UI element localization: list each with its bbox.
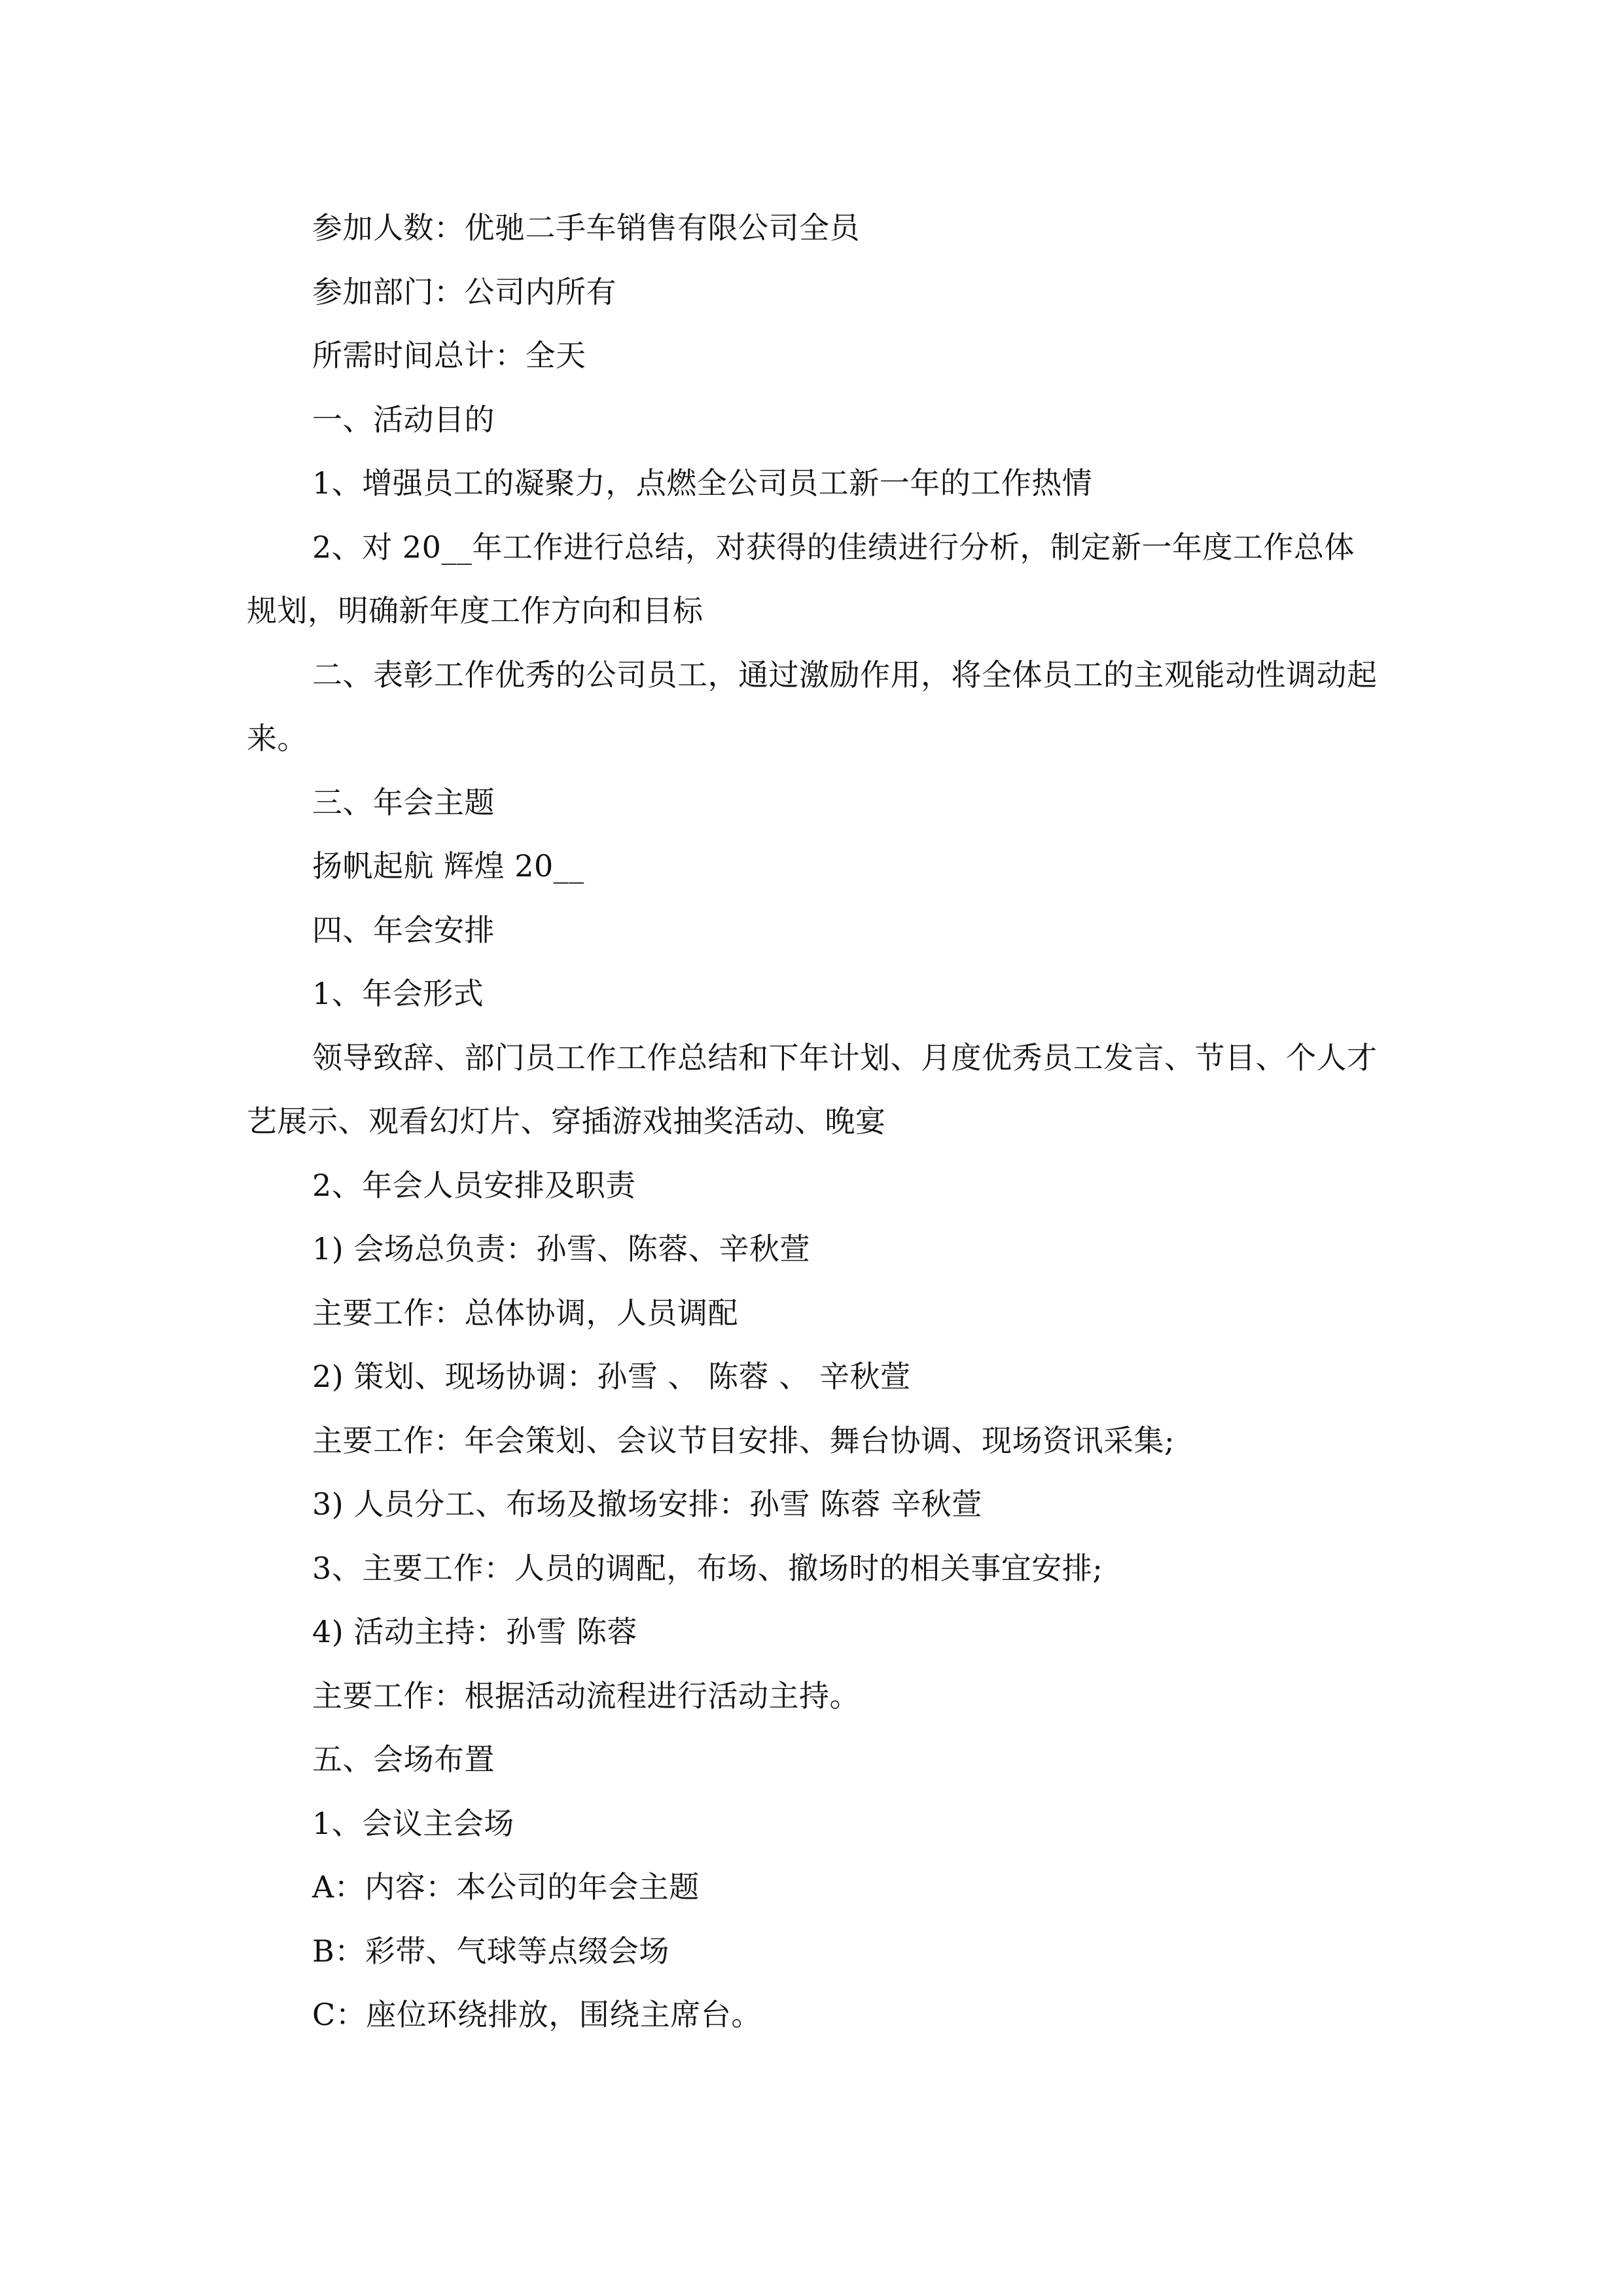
- paragraph-purpose-1: 1、增强员工的凝聚力，点燃全公司员工新一年的工作热情: [312, 465, 1093, 501]
- paragraph-purpose-2: 2、对 20__年工作进行总结，对获得的佳绩进行分析，制定新一年度工作总体规划，明确新年度工作方向和目标: [247, 529, 1355, 628]
- heading-annual-theme: 三、年会主题: [312, 784, 495, 820]
- paragraph-participants: 参加人数：优驰二手车销售有限公司全员: [312, 210, 860, 245]
- paragraph-setup-work: 3、主要工作：人员的调配，布场、撤场时的相关事宜安排;: [312, 1550, 1103, 1586]
- paragraph-venue-b: B：彩带、气球等点缀会场: [312, 1933, 669, 1969]
- paragraph-venue-a: A：内容：本公司的年会主题: [312, 1869, 700, 1905]
- paragraph-planning-work: 主要工作：年会策划、会议节目安排、舞台协调、现场资讯采集;: [312, 1422, 1175, 1458]
- paragraph-venue-c: C：座位环绕排放，围绕主席台。: [312, 1997, 762, 2032]
- paragraph-venue-lead: 1) 会场总负责：孙雪、陈蓉、辛秋萱: [312, 1231, 810, 1266]
- paragraph-format: 领导致辞、部门员工作工作总结和下年计划、月度优秀员工发言、节目、个人才艺展示、观看幻灯片、穿插游戏抽奖活动、晚宴: [247, 1039, 1378, 1139]
- heading-venue-layout: 五、会场布置: [312, 1742, 495, 1777]
- paragraph-setup: 3) 人员分工、布场及撤场安排：孙雪 陈蓉 辛秋萱: [312, 1486, 982, 1522]
- subheading-format: 1、年会形式: [312, 976, 484, 1011]
- subheading-staff-duties: 2、年会人员安排及职责: [312, 1167, 636, 1203]
- paragraph-host: 4) 活动主持：孙雪 陈蓉: [312, 1614, 637, 1649]
- paragraph-duration: 所需时间总计：全天: [312, 338, 586, 373]
- paragraph-venue-lead-work: 主要工作：总体协调，人员调配: [312, 1295, 738, 1331]
- paragraph-planning: 2) 策划、现场协调：孙雪 、 陈蓉 、 辛秋萱: [312, 1359, 911, 1394]
- heading-activity-purpose: 一、活动目的: [312, 401, 495, 437]
- heading-annual-arrangement: 四、年会安排: [312, 912, 495, 948]
- subheading-main-venue: 1、会议主会场: [312, 1805, 514, 1841]
- paragraph-departments: 参加部门：公司内所有: [312, 274, 616, 310]
- document-body: [247, 196, 1379, 2047]
- heading-commendation: 二、表彰工作优秀的公司员工，通过激励作用，将全体员工的主观能动性调动起来。: [247, 656, 1378, 756]
- paragraph-host-work: 主要工作：根据活动流程进行活动主持。: [312, 1677, 860, 1713]
- paragraph-theme: 扬帆起航 辉煌 20__: [312, 848, 584, 884]
